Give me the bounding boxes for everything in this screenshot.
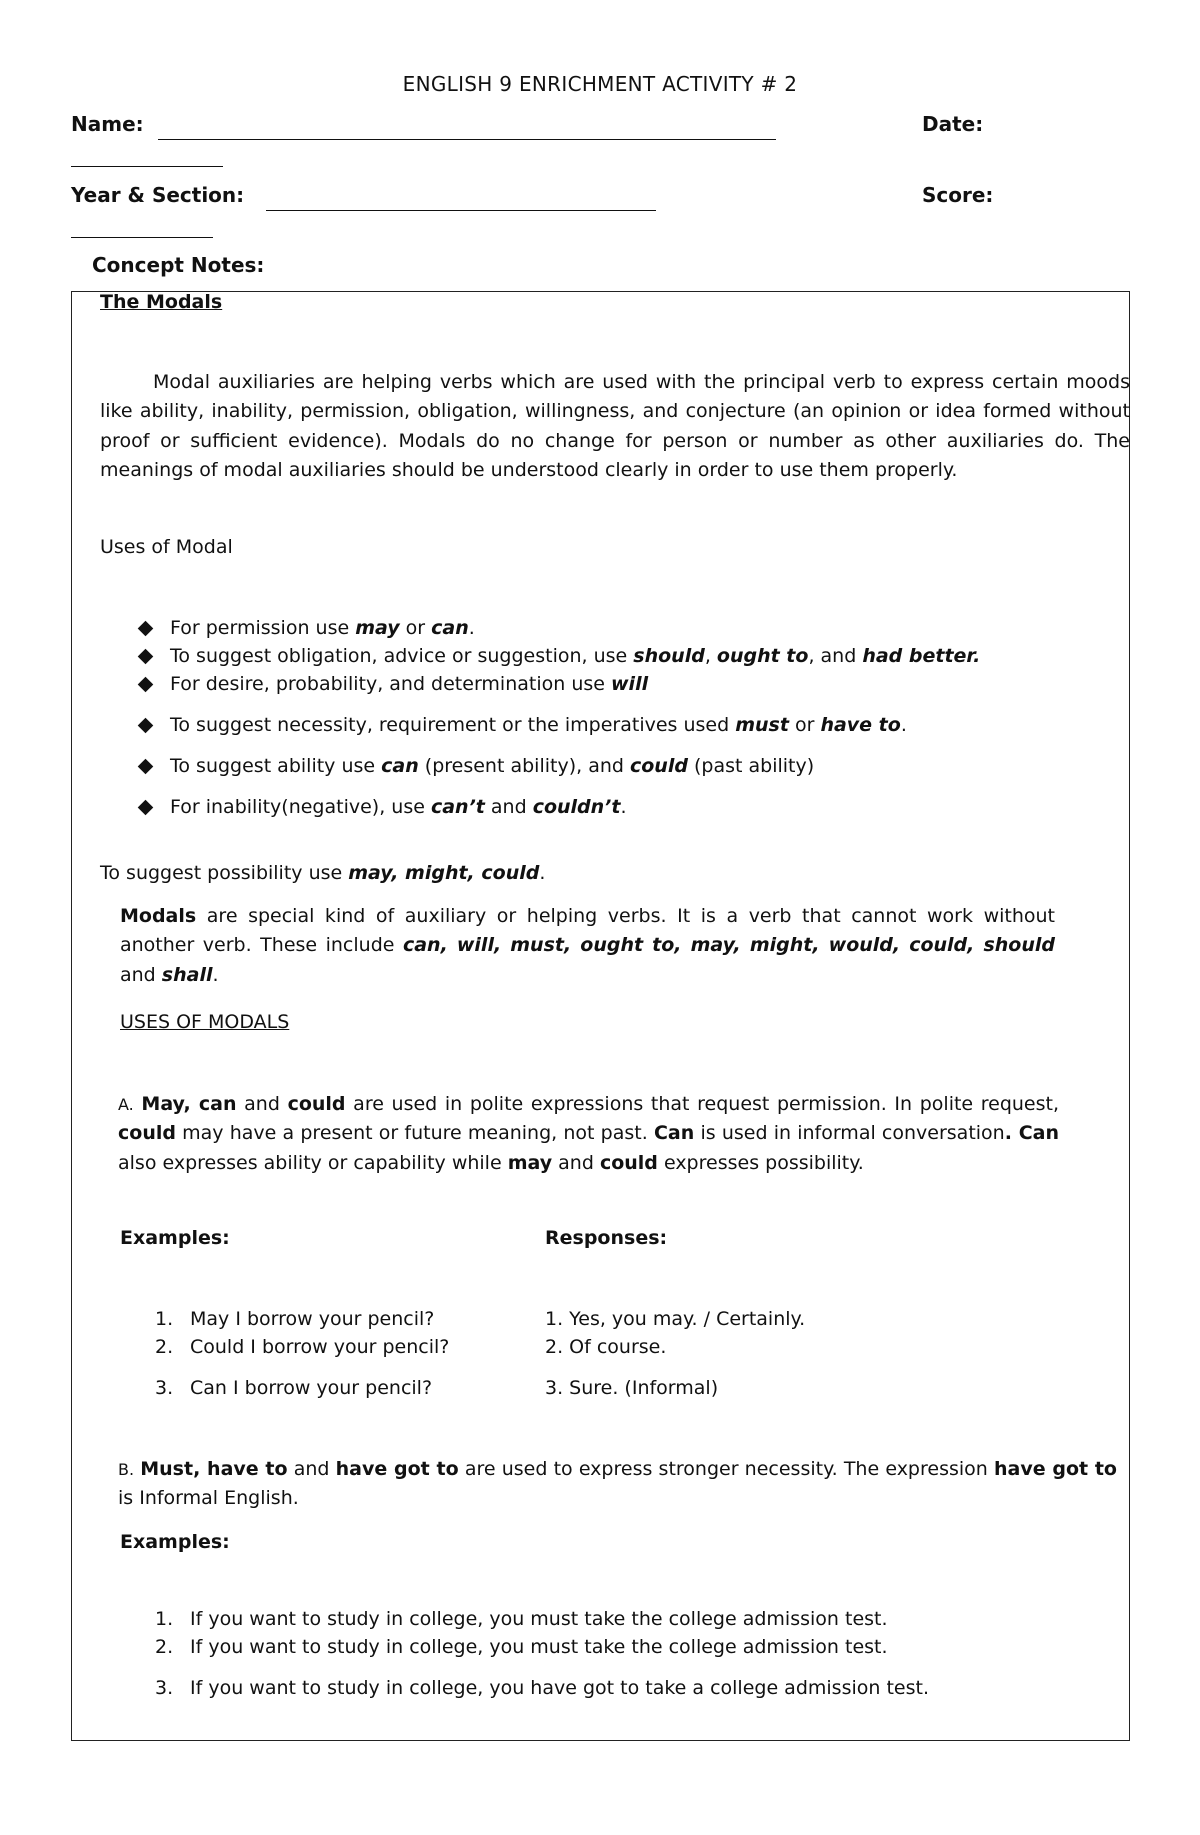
- section-b-paragraph: B. Must, have to and have got to are used to express stronger necessity. The expression have got to is Informal English.: [118, 1458, 1117, 1510]
- bullet-item: For permission use may or can.: [170, 614, 475, 643]
- example-number: 3.: [155, 1377, 174, 1399]
- example-number: 1.: [155, 1308, 174, 1330]
- example-question: Could I borrow your pencil?: [190, 1336, 450, 1358]
- year-section-field-line[interactable]: [266, 210, 656, 211]
- example-sentence: If you want to study in college, you have got to take a college admission test.: [190, 1677, 929, 1699]
- possibility-line: To suggest possibility use may, might, could.: [100, 862, 546, 884]
- concept-notes-label: Concept Notes:: [92, 253, 265, 277]
- date-field-line[interactable]: [71, 166, 223, 167]
- date-label: Date:: [922, 112, 984, 136]
- uses-of-modal-heading: Uses of Modal: [100, 536, 233, 558]
- modals-definition-paragraph: Modals are special kind of auxiliary or helping verbs. It is a verb that cannot work without another verb. These include can, will, must, ought to, may, might, would, could, should and shall.: [120, 905, 1055, 986]
- responses-label: Responses:: [545, 1227, 668, 1249]
- example-response: 1. Yes, you may. / Certainly.: [545, 1308, 806, 1330]
- example-question: Can I borrow your pencil?: [190, 1377, 433, 1399]
- name-field-line[interactable]: [158, 139, 776, 140]
- page-title: ENGLISH 9 ENRICHMENT ACTIVITY # 2: [402, 72, 798, 96]
- example-number: 3.: [155, 1677, 174, 1699]
- example-sentence: If you want to study in college, you must take the college admission test.: [190, 1608, 888, 1630]
- bullet-item: For inability(negative), use can’t and couldn’t.: [170, 793, 627, 822]
- examples-b-label: Examples:: [120, 1531, 230, 1553]
- examples-label: Examples:: [120, 1227, 230, 1249]
- section-a-paragraph: A. May, can and could are used in polite expressions that request permission. In polite request, could may have a present or future meaning, not past. Can is used in informal conversation. Can also expresses ability or capability while may and could expresses possibility.: [118, 1093, 1060, 1174]
- example-response: 2. Of course.: [545, 1336, 667, 1358]
- intro-paragraph: Modal auxiliaries are helping verbs which are used with the principal verb to express certain moods like ability, inability, permission, obligation, willingness, and conjecture (an opinion or idea formed without proof or sufficient evidence). Modals do no change for person or number as other auxiliaries do. The meanings of modal auxiliaries should be understood clearly in order to use them properly.: [100, 371, 1130, 481]
- example-number: 2.: [155, 1336, 174, 1358]
- year-section-label: Year & Section:: [71, 183, 245, 207]
- example-sentence: If you want to study in college, you must take the college admission test.: [190, 1636, 888, 1658]
- bullet-item: To suggest necessity, requirement or the imperatives used must or have to.: [170, 711, 907, 740]
- bullet-item: For desire, probability, and determination use will: [170, 670, 648, 699]
- score-label: Score:: [922, 183, 994, 207]
- example-question: May I borrow your pencil?: [190, 1308, 435, 1330]
- example-response: 3. Sure. (Informal): [545, 1377, 719, 1399]
- modals-heading: The Modals: [100, 291, 223, 313]
- example-number: 2.: [155, 1636, 174, 1658]
- score-field-line[interactable]: [71, 237, 213, 238]
- bullet-item: To suggest obligation, advice or suggestion, use should, ought to, and had better.: [170, 642, 980, 671]
- example-number: 1.: [155, 1608, 174, 1630]
- bullet-item: To suggest ability use can (present ability), and could (past ability): [170, 752, 814, 781]
- uses-of-modals-heading: USES OF MODALS: [120, 1011, 290, 1033]
- name-label: Name:: [71, 112, 144, 136]
